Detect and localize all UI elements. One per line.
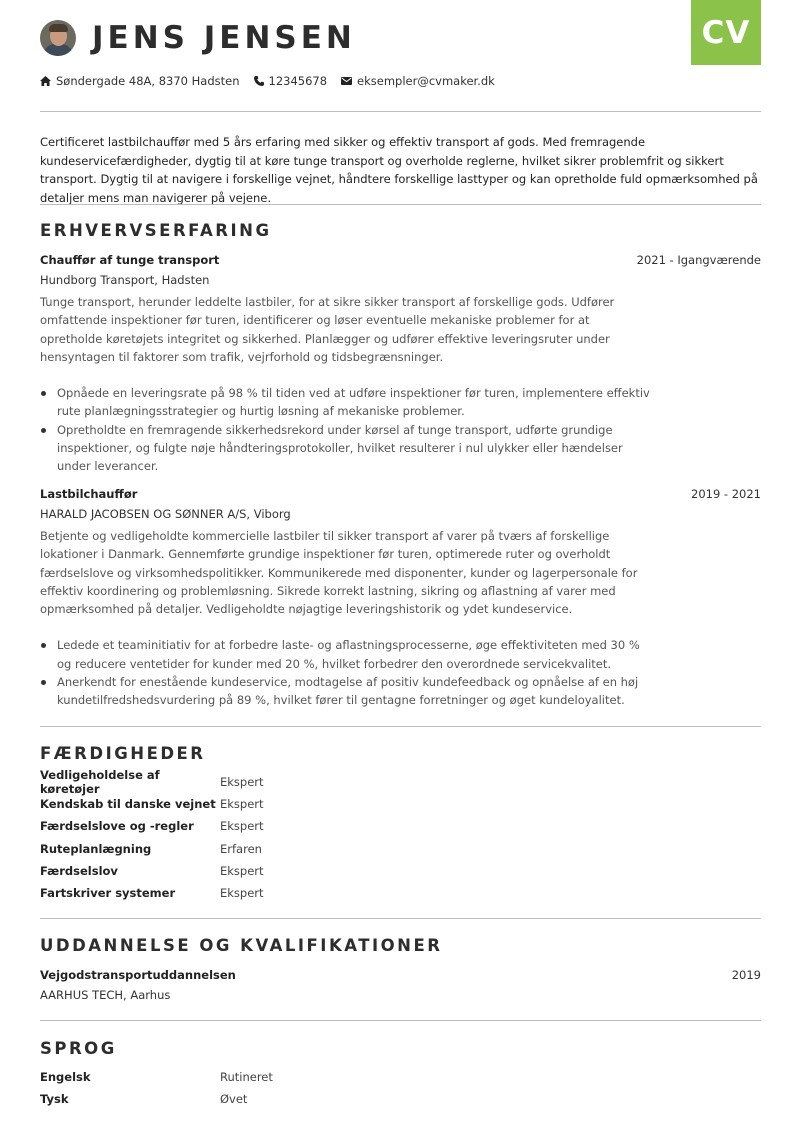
job-description: Betjente og vedligeholdte kommercielle lastbiler til sikker transport af varer på tværs af forskellige lokationer i Danmark. Gennemførte grundige inspektioner før turen, optimerede ruter og overholdt færdselslove og virksomhedspolitikker. Kommunikerede med disponenter, kunder og lagerpersonale for effektiv koordinering og problemløsning. Sikrede korrekt lastning, sikring og aflastning af varer med opmærksomhed på detaljer. Vedligeholdte nøjagtige leveringshistorik og ydet kundeservice. [40, 529, 638, 617]
skill-name: Ruteplanlægning [40, 841, 152, 856]
email-text[interactable]: eksempler@cvmaker.dk [357, 74, 495, 88]
job-achievements [40, 384, 650, 475]
skill-level: Ekspert [220, 863, 264, 878]
skill-row [40, 768, 440, 797]
job-title: Chauffør af tunge transport [40, 253, 220, 267]
skills-list [40, 768, 440, 904]
job-date: 2019 - 2021 [691, 487, 761, 501]
mail-icon [341, 77, 352, 85]
job-title: Lastbilchauffør [40, 487, 138, 501]
language-row [40, 1066, 440, 1088]
avatar [40, 20, 76, 56]
skill-level: Erfaren [220, 841, 262, 856]
skill-level: Ekspert [220, 775, 264, 790]
bullet-dot-icon [41, 643, 46, 648]
job-company: HARALD JACOBSEN OG SØNNER A/S, Viborg [40, 507, 291, 521]
phone-icon [254, 76, 264, 86]
skill-level: Ekspert [220, 886, 264, 901]
job-entry [40, 251, 761, 476]
section-title-skills: FÆRDIGHEDER [40, 744, 206, 763]
skill-name: Vedligeholdelse af køretøjer [40, 768, 160, 797]
language-row [40, 1088, 440, 1110]
contact-bar [40, 73, 509, 89]
skill-row [40, 860, 440, 882]
section-title-experience: ERHVERVSERFARING [40, 221, 272, 240]
job-date: 2021 - Igangværende [636, 253, 761, 267]
divider [40, 204, 761, 205]
divider [40, 726, 761, 727]
candidate-name: JENS JENSEN [92, 20, 356, 56]
education-entry [40, 966, 761, 1005]
job-achievements [40, 636, 650, 709]
home-icon [40, 76, 51, 86]
skill-row [40, 882, 440, 904]
job-description: Tunge transport, herunder leddelte lastbiler, for at sikre sikker transport af forskellige gods. Udfører omfattende inspektioner før turen, identificerer og løser eventuelle mekaniske problemer for at opretholde køretøjets integritet og sikkerhed. Planlægger og udfører effektive leveringsruter under hensyntagen til faktorer som trafik, vejrforhold og tidsbegrænsninger. [40, 295, 615, 364]
divider [40, 1020, 761, 1021]
education-institution: AARHUS TECH, Aarhus [40, 988, 171, 1002]
skill-level: Ekspert [220, 797, 264, 812]
achievement-item: Ledede et teaminitiativ for at forbedre laste- og aflastningsprocesserne, øge effektiviteten med 30 % og reducere ventetider for kunder med 20 %, hvilket forbedrer den overordnede servicekvalitet. [40, 636, 650, 673]
section-title-education: UDDANNELSE OG KVALIFIKATIONER [40, 936, 443, 955]
education-title: Vejgodstransportuddannelsen [40, 968, 236, 982]
phone-text: 12345678 [268, 74, 328, 88]
skill-level: Ekspert [220, 819, 264, 834]
bullet-dot-icon [41, 680, 46, 685]
divider [40, 918, 761, 919]
skill-row [40, 793, 440, 815]
section-title-languages: SPROG [40, 1039, 117, 1058]
skill-name: Kendskab til danske vejnet [40, 797, 216, 812]
profile-summary: Certificeret lastbilchauffør med 5 års erfaring med sikker og effektiv transport af gods. Med fremragende kundeservicefærdigheder, dygtig til at køre tunge transport og overholde reglerne, hvilket sikrer problemfrit og sikkert transport. Dygtig til at navigere i forskellige vejnet, håndtere forskellige lasttyper og kan opretholde fuld opmærksomhed på detaljer mens man navigerer på vejene. [40, 135, 758, 205]
education-date: 2019 [731, 968, 761, 982]
achievement-item: Opretholdte en fremragende sikkerhedsrekord under kørsel af tunge transport, udførte grundige inspektioner, og fulgte nøje håndteringsprotokoller, hvilket resulterer i nul ulykker eller hændelser under leverancer. [40, 421, 650, 476]
skill-row [40, 815, 440, 837]
achievement-item: Anerkendt for enestående kundeservice, modtagelse af positiv kundefeedback og opnåelse af en høj kundetilfredshedsvurdering på 89 %, hvilket fører til gentagne forretninger og øget kundeloyalitet. [40, 673, 650, 710]
language-name: Engelsk [40, 1070, 91, 1085]
languages-list [40, 1066, 440, 1110]
bullet-dot-icon [41, 391, 46, 396]
header [40, 18, 356, 58]
achievement-item: Opnåede en leveringsrate på 98 % til tiden ved at udføre inspektioner før turen, implementere effektiv rute planlægningsstrategier og hurtig løsning af mekaniske problemer. [40, 384, 650, 421]
contact-address [40, 74, 240, 88]
skill-row [40, 838, 440, 860]
skill-name: Fartskriver systemer [40, 886, 176, 901]
language-name: Tysk [40, 1092, 69, 1107]
divider [40, 111, 761, 112]
language-level: Øvet [220, 1092, 248, 1107]
contact-phone [254, 74, 328, 88]
job-entry [40, 485, 761, 710]
bullet-dot-icon [41, 428, 46, 433]
language-level: Rutineret [220, 1070, 273, 1085]
skill-name: Færdselslove og -regler [40, 819, 194, 834]
job-company: Hundborg Transport, Hadsten [40, 273, 210, 287]
address-text: Søndergade 48A, 8370 Hadsten [56, 74, 240, 88]
contact-email[interactable] [341, 74, 495, 88]
cv-badge: CV [691, 0, 761, 65]
skill-name: Færdselslov [40, 863, 118, 878]
